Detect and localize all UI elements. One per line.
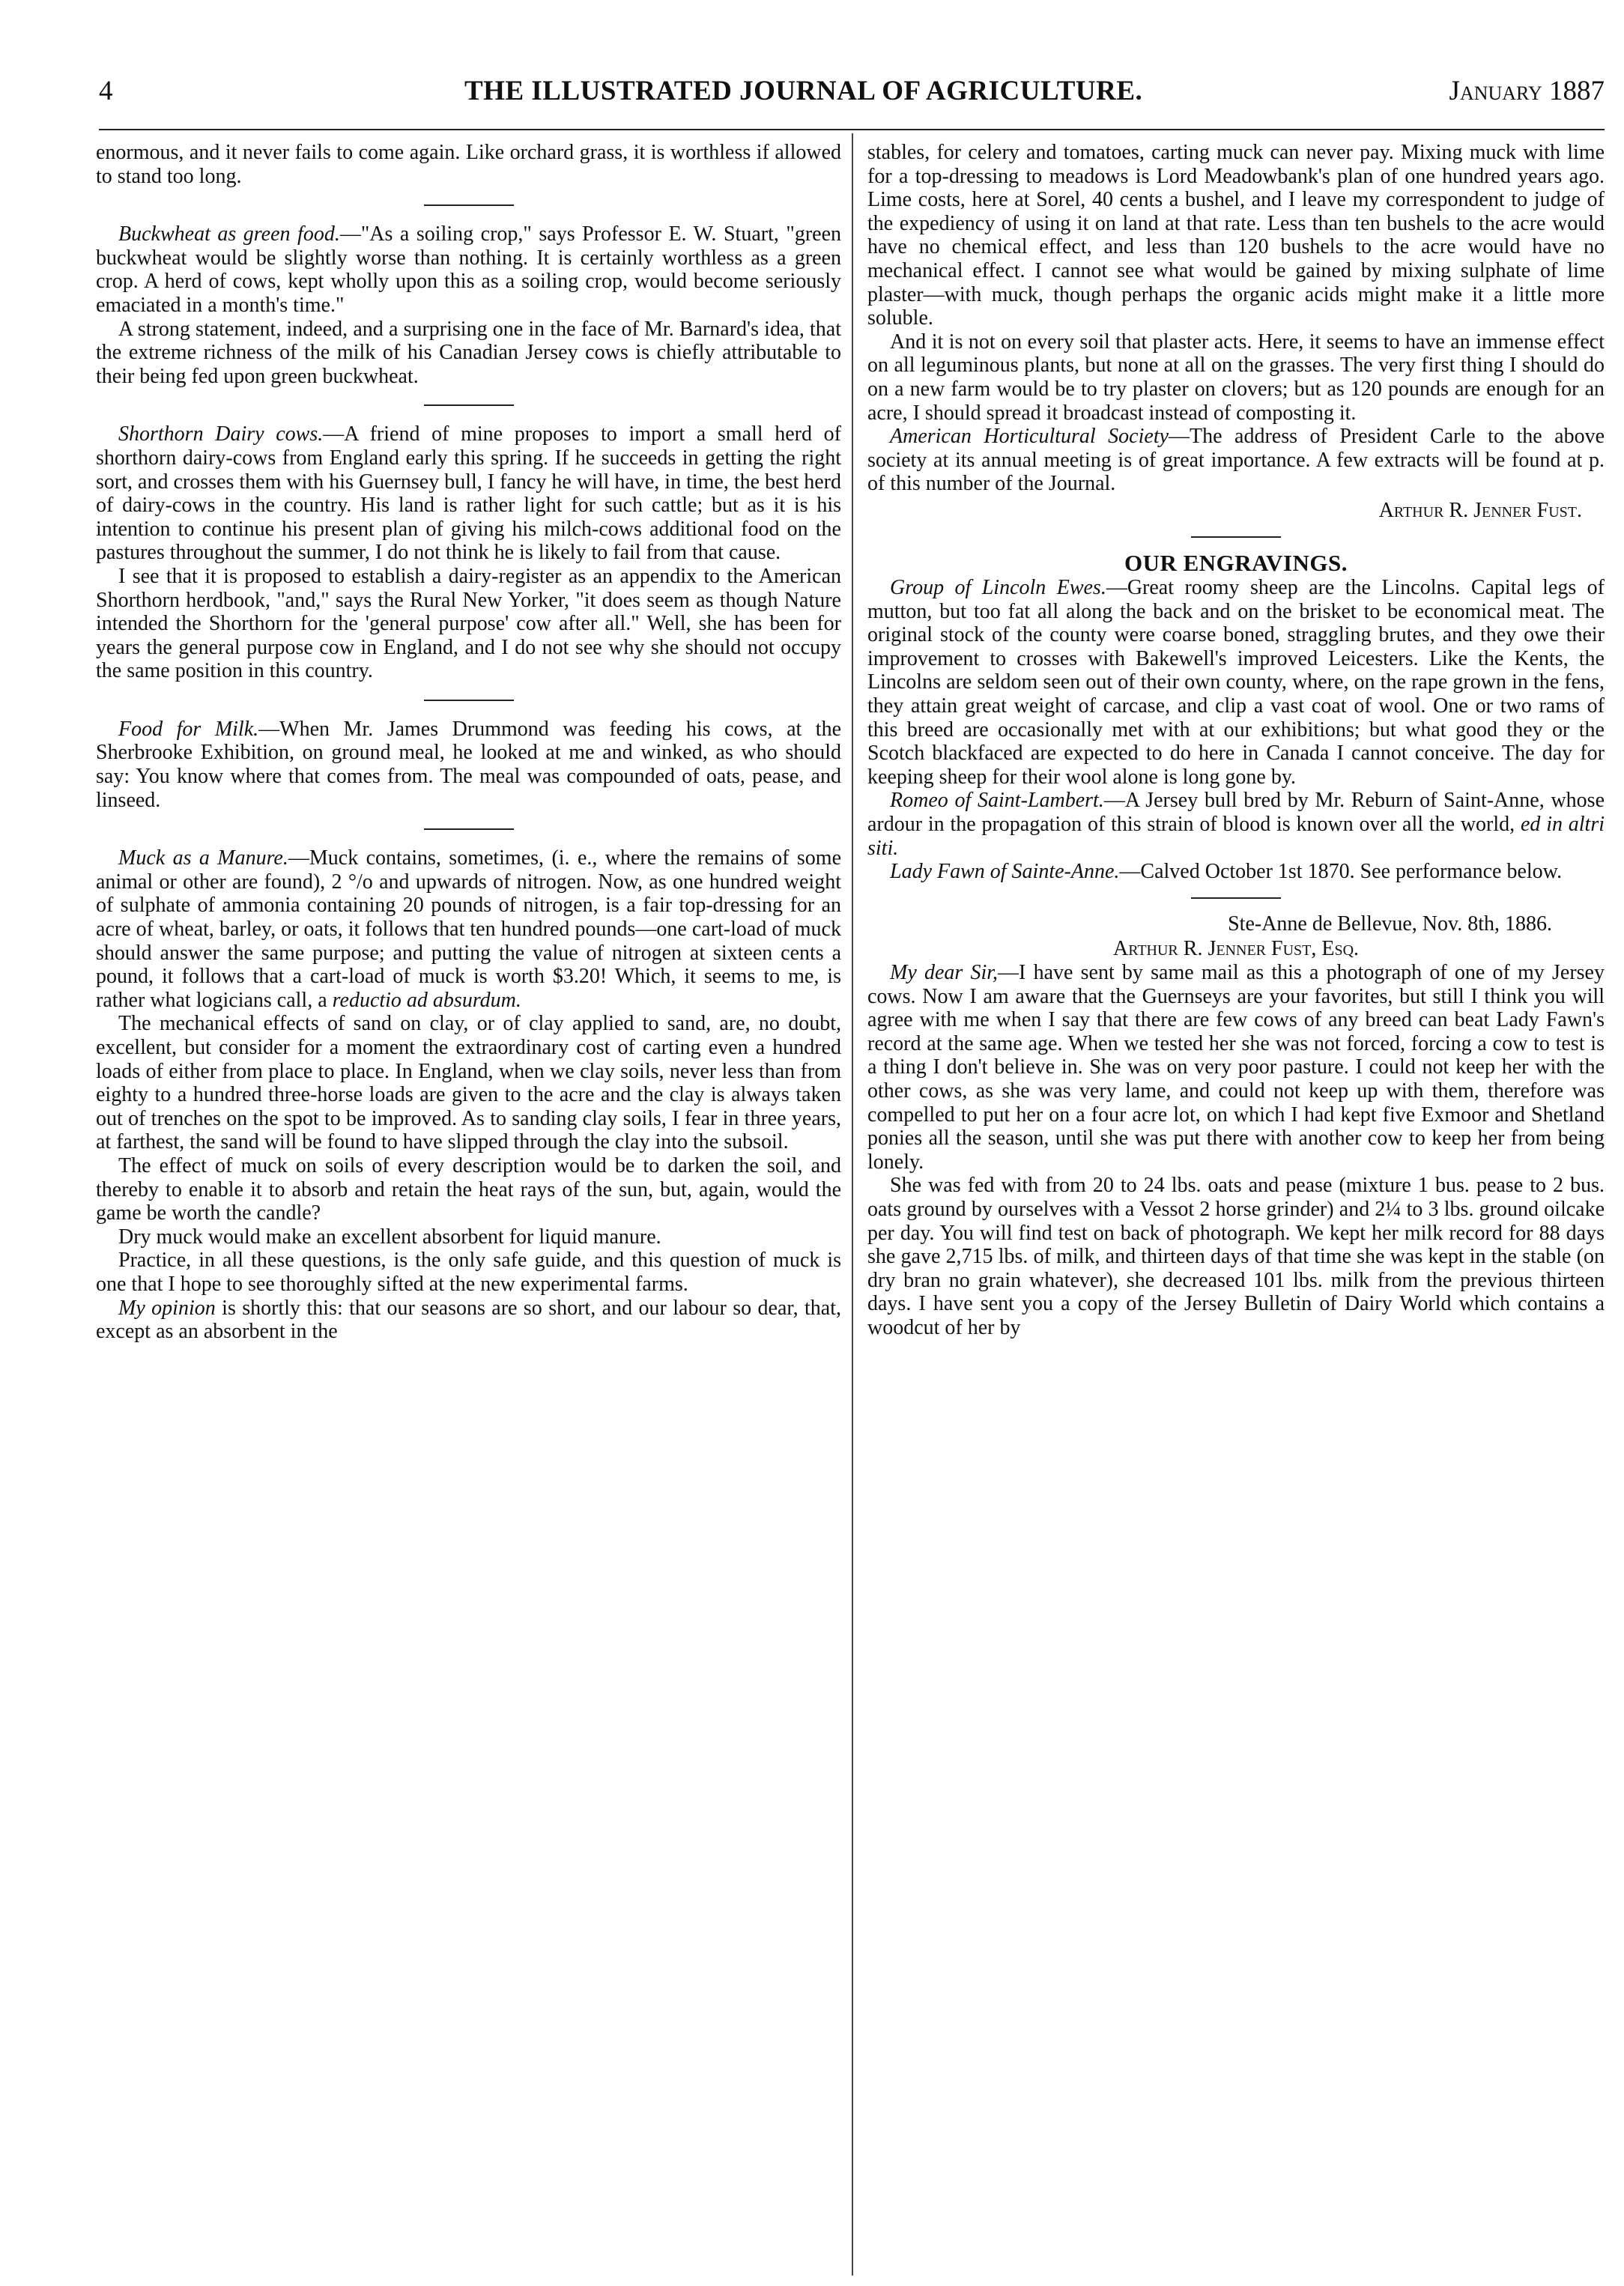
journal-title: THE ILLUSTRATED JOURNAL OF AGRICULTURE. — [464, 76, 1143, 106]
paragraph — [96, 718, 841, 812]
paragraph-text: is shortly this: that our seasons are so short, and our labour so dear, that, except as an absorbent in the — [96, 1296, 841, 1344]
paragraph — [867, 425, 1605, 496]
paragraph: She was fed with from 20 to 24 lbs. oats and pease (mixture 1 bus. pease to 2 bus. oats ground by ourselves with a Vessot 2 horse grinder) and 2¼ to 3 lbs. ground oilcake per day. You will find test on back of photograph. We kept her milk record for 88 days she gave 2,715 lbs. of milk, and thirteen days of that time she was kept in the stable (on dry bran no grain whatever), she decreased 101 lbs. milk from the previous thirteen days. I have sent you a copy of the Jersey Bulletin of Dairy World which contains a woodcut of her by — [867, 1174, 1605, 1339]
left-column — [96, 141, 841, 1344]
paragraph — [867, 576, 1605, 789]
section-heading: OUR ENGRAVINGS. — [1124, 549, 1348, 576]
section-rule — [424, 204, 514, 206]
paragraph: The effect of muck on soils of every description would be to darken the soil, and thereby to enable it to absorb and retain the heat rays of the sun, but, again, would the game be worth the candle? — [96, 1153, 841, 1225]
section-rule — [424, 404, 514, 406]
paragraph: enormous, and it never fails to come again. Like orchard grass, it is worthless if allowed to stand too long. — [96, 141, 841, 188]
paragraph — [96, 1297, 841, 1344]
paragraph — [96, 846, 841, 1012]
paragraph — [96, 422, 841, 565]
issue-date: January 1887 — [1449, 76, 1605, 106]
paragraph: Practice, in all these questions, is the only safe guide, and this question of muck is one that I hope to see thoroughly sifted at the new experimental farms. — [96, 1249, 841, 1296]
page-number: 4 — [99, 76, 113, 106]
paragraph: stables, for celery and tomatoes, carting muck can never pay. Mixing muck with lime for a top-dressing to meadows is Lord Meadowbank's plan of one hundred years ago. Lime costs, here at Sorel, 40 cents a bushel, and I leave my correspondent to judge of the expediency of using it on land at that rate. Less than ten bushels to the acre would have no chemical effect, and less than 120 bushels to the acre would have no mechanical effect. I cannot see what would be gained by mixing sulphate of lime plaster—with muck, though perhaps the organic acids might make it a little more soluble. — [867, 141, 1605, 330]
letter-date: Ste-Anne de Bellevue, Nov. 8th, 1886. — [1228, 912, 1552, 936]
section-lead: Muck as a Manure. — [118, 846, 288, 870]
section-lead: Food for Milk. — [118, 717, 259, 741]
paragraph-text: —Great roomy sheep are the Lincolns. Capital legs of mutton, but too fat all along the back and on the brisket to be economical meat. The original stock of the county were coarse boned, straggling brutes, and they owe their improvement to crosses with Bakewell's improved Leicesters. Like the Kents, the Lincolns are seldom seen out of their own county, where, on the rape grown in the fens, they attain great weight of carcase, and clip a vast coat of wool. One or two rams of this breed are occasionally met with at our exhibitions; but what good they or the Scotch blackfaced are expected to do here in Canada I cannot conceive. The day for keeping sheep for their wool alone is long gone by. — [867, 576, 1605, 789]
paragraph-text: —Muck contains, sometimes, (i. e., where the remains of some animal or other are found), 2 °/o and upwards of nitrogen. Now, as one hundred weight of sulphate of ammonia containing 20 pounds of nitrogen, is a fair top-dressing for an acre of wheat, barley, or oats, it follows that ten hundred pounds—one cart-load of muck should answer the same purpose; and putting the value of nitrogen at sixteen cents a pound, it follows that a cart-load of muck is worth $3.20! Which, it seems to me, is rather what logicians call, a — [96, 846, 842, 1012]
header-rule — [99, 129, 1605, 130]
paragraph — [96, 222, 841, 317]
emphasis: ed in altri siti. — [867, 813, 1605, 860]
section-rule — [424, 828, 514, 830]
paragraph: Dry muck would make an excellent absorbent for liquid manure. — [118, 1225, 661, 1249]
page-header — [99, 69, 1605, 114]
section-lead: Group of Lincoln Ewes. — [890, 576, 1106, 600]
paragraph-text: —The address of President Carle to the above society at its annual meeting is of great importance. A few extracts will be found at p. of this number of the Journal. — [867, 425, 1605, 496]
paragraph-text: —"As a soiling crop," says Professor E. W. Stuart, "green buckwheat would be slightly worse than nothing. It is certainly worthless as a green crop. A herd of cows, kept wholly upon this as a soiling crop, would become seriously emaciated in a month's time." — [96, 222, 841, 317]
section-lead: Romeo of Saint-Lambert. — [890, 789, 1104, 813]
section-rule — [424, 700, 514, 701]
paragraph — [867, 961, 1605, 1174]
section-lead: Buckwheat as green food. — [118, 222, 340, 246]
paragraph-text: —I have sent by same mail as this a photograph of one of my Jersey cows. Now I am aware that the Guernseys are your favorites, but still I think you will agree with me when I say that there are few cows of any breed can beat Lady Fawn's record at the same age. When we tested her she was not forced, forcing a cow to test is a thing I don't believe in. She was on very poor pasture. I could not keep her with the other cows, as she was very lame, and could not keep up with them, therefore was compelled to put her on a four acre lot, on which I had kept five Exmoor and Shetland ponies all the season, until she was put there with another cow to keep her from being lonely. — [867, 961, 1605, 1174]
signature: Arthur R. Jenner Fust. — [1378, 498, 1582, 522]
paragraph: The mechanical effects of sand on clay, or of clay applied to sand, are, no doubt, excellent, but consider for a moment the extraordinary cost of carting even a hundred loads of either from place to place. In England, when we clay soils, never less than from eighty to a hundred three-horse loads are given to the acre and the clay is always taken out of trenches on the spot to be improved. As to sanding clay soils, I fear in three years, at farthest, the sand will be found to have slipped through the clay into the subsoil. — [96, 1012, 841, 1154]
column-divider — [852, 133, 853, 2276]
paragraph — [867, 860, 1605, 884]
paragraph — [867, 789, 1605, 860]
salutation: My dear Sir, — [890, 961, 999, 984]
paragraph-text: —A Jersey bull bred by Mr. Reburn of Saint-Anne, whose ardour in the propagation of this strain of blood is known over all the world, — [867, 789, 1605, 837]
section-rule — [1191, 897, 1281, 899]
paragraph-text: —A friend of mine proposes to import a small herd of shorthorn dairy-cows from England early this spring. If he succeeds in getting the right sort, and crosses them with his Guernsey bull, I fancy he will have, in time, the best herd of dairy-cows in the country. His land is rather light for such cattle; but as it is his intention to continue his present plan of giving his milch-cows additional food on the pastures throughout the summer, I do not think he is likely to fail from that cause. — [96, 422, 841, 565]
section-lead: American Horticultural Society — [890, 425, 1169, 449]
section-lead: My opinion — [118, 1296, 216, 1320]
section-lead: Shorthorn Dairy cows. — [118, 422, 324, 446]
paragraph-text: —Calved October 1st 1870. See performance below. — [1119, 860, 1563, 884]
paragraph-text: —When Mr. James Drummond was feeding his cows, at the Sherbrooke Exhibition, on ground meal, he looked at me and winked, as who should say: You know where that comes from. The meal was compounded of oats, pease, and linseed. — [96, 717, 842, 812]
paragraph: And it is not on every soil that plaster acts. Here, it seems to have an immense effect on all leguminous plants, but none at all on the grasses. The very first thing I should do on a new farm would be to try plaster on clovers; but as 120 pounds are enough for an acre, I should spread it broadcast instead of composting it. — [867, 330, 1605, 425]
section-lead: Lady Fawn of Sainte-Anne. — [890, 860, 1120, 884]
emphasis: reductio ad absurdum. — [332, 988, 521, 1012]
right-column — [867, 141, 1605, 1340]
letter-addressee: Arthur R. Jenner Fust, Esq. — [1112, 937, 1360, 961]
paragraph: A strong statement, indeed, and a surprising one in the face of Mr. Barnard's idea, that the extreme richness of the milk of his Canadian Jersey cows is chiefly attributable to their being fed upon green buckwheat. — [96, 317, 841, 388]
section-rule — [1191, 536, 1281, 538]
paragraph: I see that it is proposed to establish a dairy-register as an appendix to the American Shorthorn herdbook, "and," says the Rural New Yorker, "it does seem as though Nature intended the Shorthorn for the 'general purpose' cow after all." Well, she has been for years the general purpose cow in England, and I do not see why she should not occupy the same position in this country. — [96, 564, 841, 683]
